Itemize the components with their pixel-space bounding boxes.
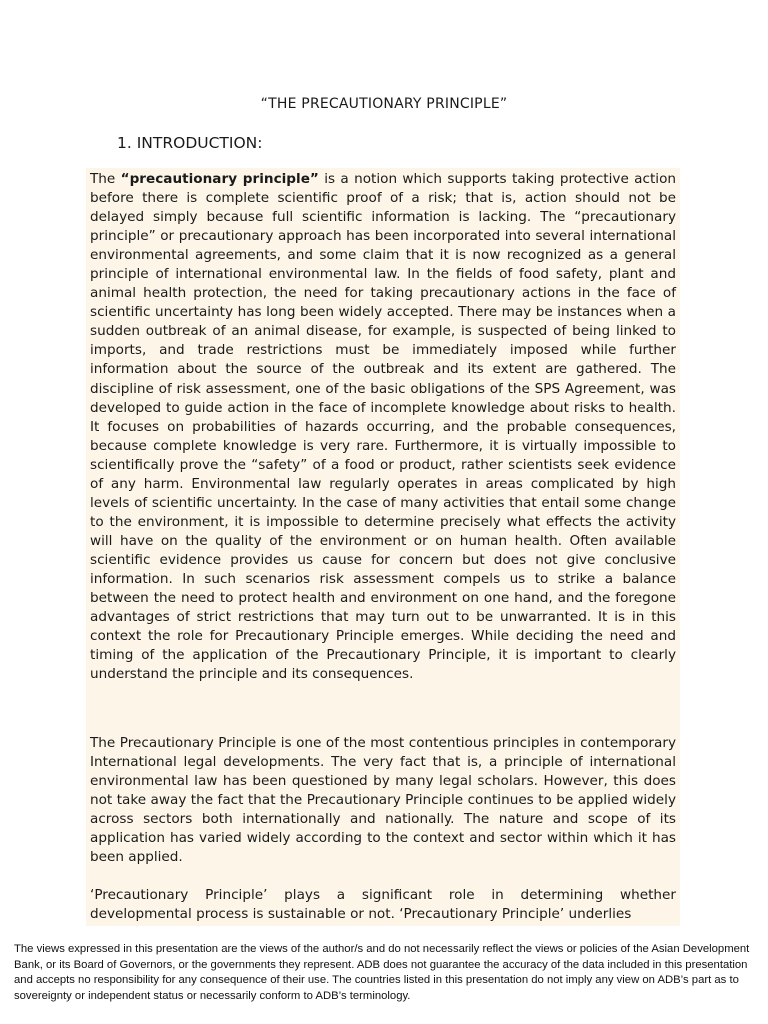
- disclaimer-footer: The views expressed in this presentation are the views of the author/s and do not necessarily reflect the views or policies of the Asian Development Bank, or its Board of Governors, or the governments they represent. ADB does not guarantee the accuracy of the data included in this presentation and accepts no responsibility for any consequence of their use. The countries listed in this presentation do not imply any view on ADB’s part as to sovereignty or independent status or necessarily conform to ADB’s terminology.: [14, 943, 750, 1002]
- paragraph-1-bold-term: “precautionary principle”: [120, 171, 319, 187]
- body-text-area: [86, 168, 680, 926]
- paragraph-1-text: is a notion which supports taking protective action before there is complete scientific proof of a risk; that is, action should not be delayed simply because full scientific information is lacking. The “precautionary principle” or precautionary approach has been incorporated into several international environmental agreements, and some claim that it is now recognized as a general principle of international environmental law. In the fields of food safety, plant and animal health protection, the need for taking precautionary actions in the face of scientific uncertainty has long been widely accepted. There may be instances when a sudden outbreak of an animal disease, for example, is suspected of being linked to imports, and trade restrictions must be immediately imposed while further information about the source of the outbreak and its extent are gathered. The discipline of risk assessment, one of the basic obligations of the SPS Agreement, was developed to guide action in the face of incomplete knowledge about risks to health. It focuses on probabilities of hazards occurring, and the probable consequences, because complete knowledge is very rare. Furthermore, it is virtually impossible to scientifically prove the “safety” of a food or product, rather scientists seek evidence of any harm. Environmental law regularly operates in areas complicated by high levels of scientific uncertainty. In the case of many activities that entail some change to the environment, it is impossible to determine precisely what effects the activity will have on the quality of the environment or on human health. Often available scientific evidence provides us cause for concern but does not give conclusive information. In such scenarios risk assessment compels us to strike a balance between the need to protect health and environment on one hand, and the foregone advantages of strict restrictions that may turn out to be unwarranted. It is in this context the role for Precautionary Principle emerges. While deciding the need and timing of the application of the Precautionary Principle, it is important to clearly understand the principle and its consequences.: [90, 171, 677, 683]
- paragraph-3: ‘Precautionary Principle’ plays a significant role in determining whether developmental process is sustainable or not. ‘Precautionary Principle’ underlies: [90, 887, 676, 923]
- paragraph-1: [90, 170, 676, 684]
- document-title: “THE PRECAUTIONARY PRINCIPLE”: [260, 96, 508, 112]
- section-heading: 1. INTRODUCTION:: [117, 134, 263, 152]
- paragraph-1-intro: The: [90, 171, 121, 187]
- paragraph-2: The Precautionary Principle is one of the most contentious principles in contemporary International legal developments. The very fact that is, a principle of international environmental law has been questioned by many legal scholars. However, this does not take away the fact that the Precautionary Principle continues to be applied widely across sectors both internationally and nationally. The nature and scope of its application has varied widely according to the context and sector within which it has been applied.: [90, 735, 676, 866]
